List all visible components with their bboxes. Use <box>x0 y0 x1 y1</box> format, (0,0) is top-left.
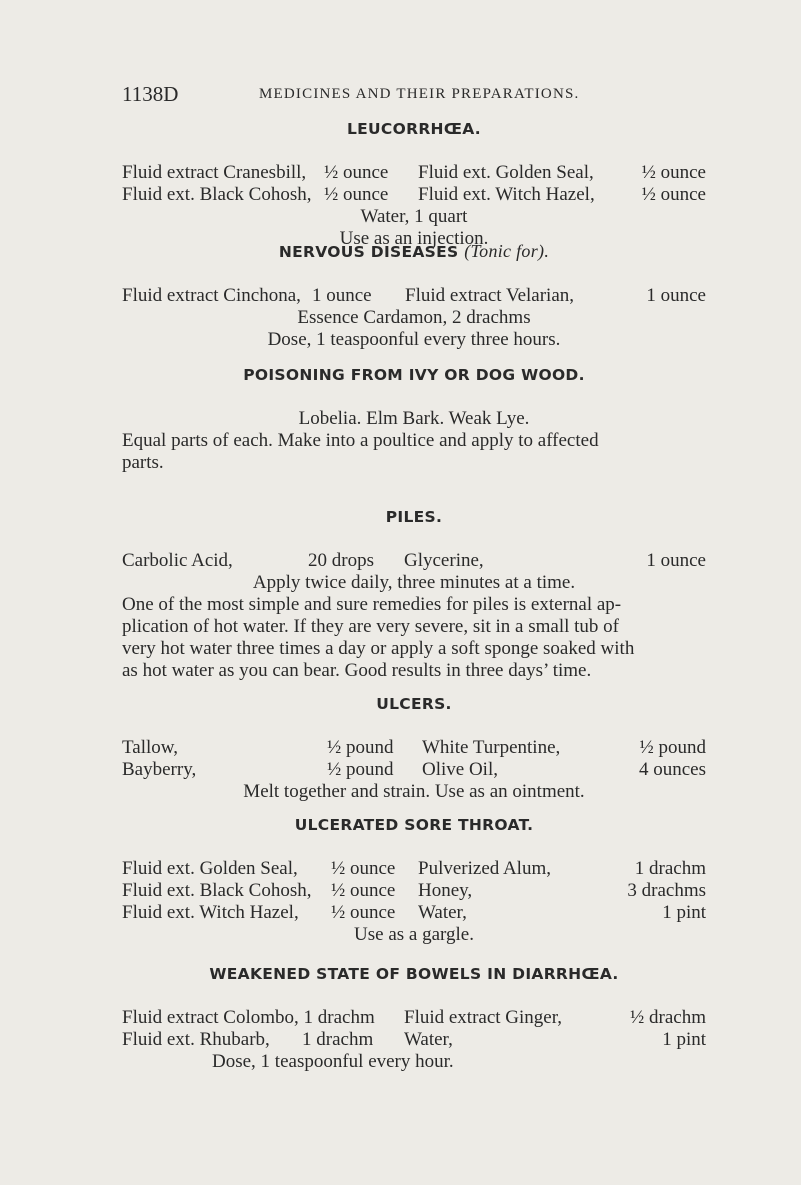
section-piles <box>122 506 706 682</box>
ingredient: Fluid ext. Golden Seal, <box>418 162 594 183</box>
quantity: ½ pound <box>327 737 394 758</box>
section-sore-throat <box>122 814 706 946</box>
quantity: ½ ounce <box>641 184 706 205</box>
title-subtitle: (Tonic for). <box>464 241 550 261</box>
quantity: ½ pound <box>327 759 394 780</box>
section-title <box>122 240 706 263</box>
recipe-row <box>122 184 706 206</box>
section-leucorrhoea <box>122 118 706 250</box>
section-title: POISONING FROM IVY OR DOG WOOD. <box>243 366 585 384</box>
paragraph-line: very hot water three times a day or apply a soft sponge soaked with <box>122 638 635 659</box>
quantity: ½ ounce <box>331 858 396 879</box>
paragraph-line: Equal parts of each. Make into a poultice and apply to affected <box>122 430 599 451</box>
quantity: ½ ounce <box>331 880 396 901</box>
ingredient: Tallow, <box>122 737 179 758</box>
ingredient: Fluid extract Ginger, <box>404 1007 563 1028</box>
quantity: 1 ounce <box>312 285 372 306</box>
section-title: ULCERATED SORE THROAT. <box>294 816 534 834</box>
instruction-line: Water, 1 quart <box>360 206 468 227</box>
recipe-row <box>122 737 706 759</box>
quantity: ½ ounce <box>324 184 389 205</box>
page-number: 1138D <box>122 82 179 106</box>
ingredients-line: Lobelia. Elm Bark. Weak Lye. <box>298 408 530 429</box>
paragraph <box>122 594 706 682</box>
ingredient: Glycerine, <box>404 550 484 571</box>
ingredient: Fluid extract Cranesbill, <box>122 162 307 183</box>
instruction-line: Melt together and strain. Use as an ointment. <box>243 781 585 802</box>
ingredient: Honey, <box>418 880 473 901</box>
ingredient: Fluid extract Cinchona, <box>122 285 301 306</box>
ingredient: Carbolic Acid, <box>122 550 233 571</box>
ingredient: Pulverized Alum, <box>418 858 551 879</box>
quantity: 20 drops <box>308 550 374 571</box>
recipe-row <box>122 1029 706 1051</box>
paragraph-line: parts. <box>122 452 164 473</box>
ingredient: Fluid extract Colombo, 1 drachm <box>122 1007 375 1028</box>
quantity: 1 ounce <box>646 550 706 571</box>
recipe-row <box>122 162 706 184</box>
section-title: PILES. <box>385 508 443 526</box>
quantity: 1 drachm <box>634 858 706 879</box>
ingredient: Fluid ext. Golden Seal, <box>122 858 298 879</box>
instruction-line: Use as an injection. <box>339 228 489 249</box>
section-ulcers <box>122 693 706 803</box>
quantity: ½ pound <box>639 737 706 758</box>
recipe-row <box>122 550 706 572</box>
quantity: ½ ounce <box>324 162 389 183</box>
ingredient: White Turpentine, <box>422 737 561 758</box>
quantity: 1 pint <box>662 902 706 923</box>
instruction-line: Dose, 1 teaspoonful every three hours. <box>267 329 561 350</box>
section-title: WEAKENED STATE OF BOWELS IN DIARRHŒA. <box>209 965 619 983</box>
quantity: ½ ounce <box>641 162 706 183</box>
quantity: ½ drachm <box>630 1007 706 1028</box>
instruction-line: Dose, 1 teaspoonful every hour. <box>212 1051 454 1072</box>
recipe-row <box>122 759 706 781</box>
section-bowels <box>122 963 706 1073</box>
ingredient: Fluid ext. Witch Hazel, <box>418 184 595 205</box>
title-text: NERVOUS DISEASES <box>278 243 459 261</box>
ingredient: Fluid ext. Rhubarb, <box>122 1029 270 1050</box>
section-title: LEUCORRHŒA. <box>346 120 481 138</box>
quantity: ½ ounce <box>331 902 396 923</box>
running-title: MEDICINES AND THEIR PREPARATIONS. <box>259 86 580 102</box>
ingredient: Fluid extract Velarian, <box>405 285 575 306</box>
instruction-line: Apply twice daily, three minutes at a time. <box>252 572 576 593</box>
ingredient: Olive Oil, <box>422 759 498 780</box>
ingredient: Fluid ext. Black Cohosh, <box>122 880 312 901</box>
page-header <box>122 82 762 108</box>
recipe-row <box>122 1007 706 1029</box>
ingredient: Water, <box>418 902 467 923</box>
section-nervous <box>122 240 706 351</box>
paragraph-line: One of the most simple and sure remedies for piles is external ap- <box>122 594 622 615</box>
quantity: 3 drachms <box>627 880 706 901</box>
instruction-line: Essence Cardamon, 2 drachms <box>297 307 531 328</box>
ingredient: Fluid ext. Witch Hazel, <box>122 902 299 923</box>
section-poisoning <box>122 364 706 474</box>
instruction-line: Use as a gargle. <box>354 924 474 945</box>
ingredient: Fluid ext. Black Cohosh, <box>122 184 312 205</box>
paragraph-line: as hot water as you can bear. Good results in three days’ time. <box>122 660 592 681</box>
quantity: 1 pint <box>662 1029 706 1050</box>
section-title: ULCERS. <box>376 695 452 713</box>
recipe-row <box>122 880 706 902</box>
ingredient: Water, <box>404 1029 453 1050</box>
paragraph <box>122 430 706 474</box>
quantity: 4 ounces <box>638 759 706 780</box>
recipe-row <box>122 902 706 924</box>
ingredient: Bayberry, <box>122 759 197 780</box>
quantity: 1 drachm <box>302 1029 374 1050</box>
recipe-row <box>122 858 706 880</box>
quantity: 1 ounce <box>646 285 706 306</box>
recipe-row <box>122 285 706 307</box>
paragraph-line: plication of hot water. If they are very severe, sit in a small tub of <box>122 616 620 637</box>
